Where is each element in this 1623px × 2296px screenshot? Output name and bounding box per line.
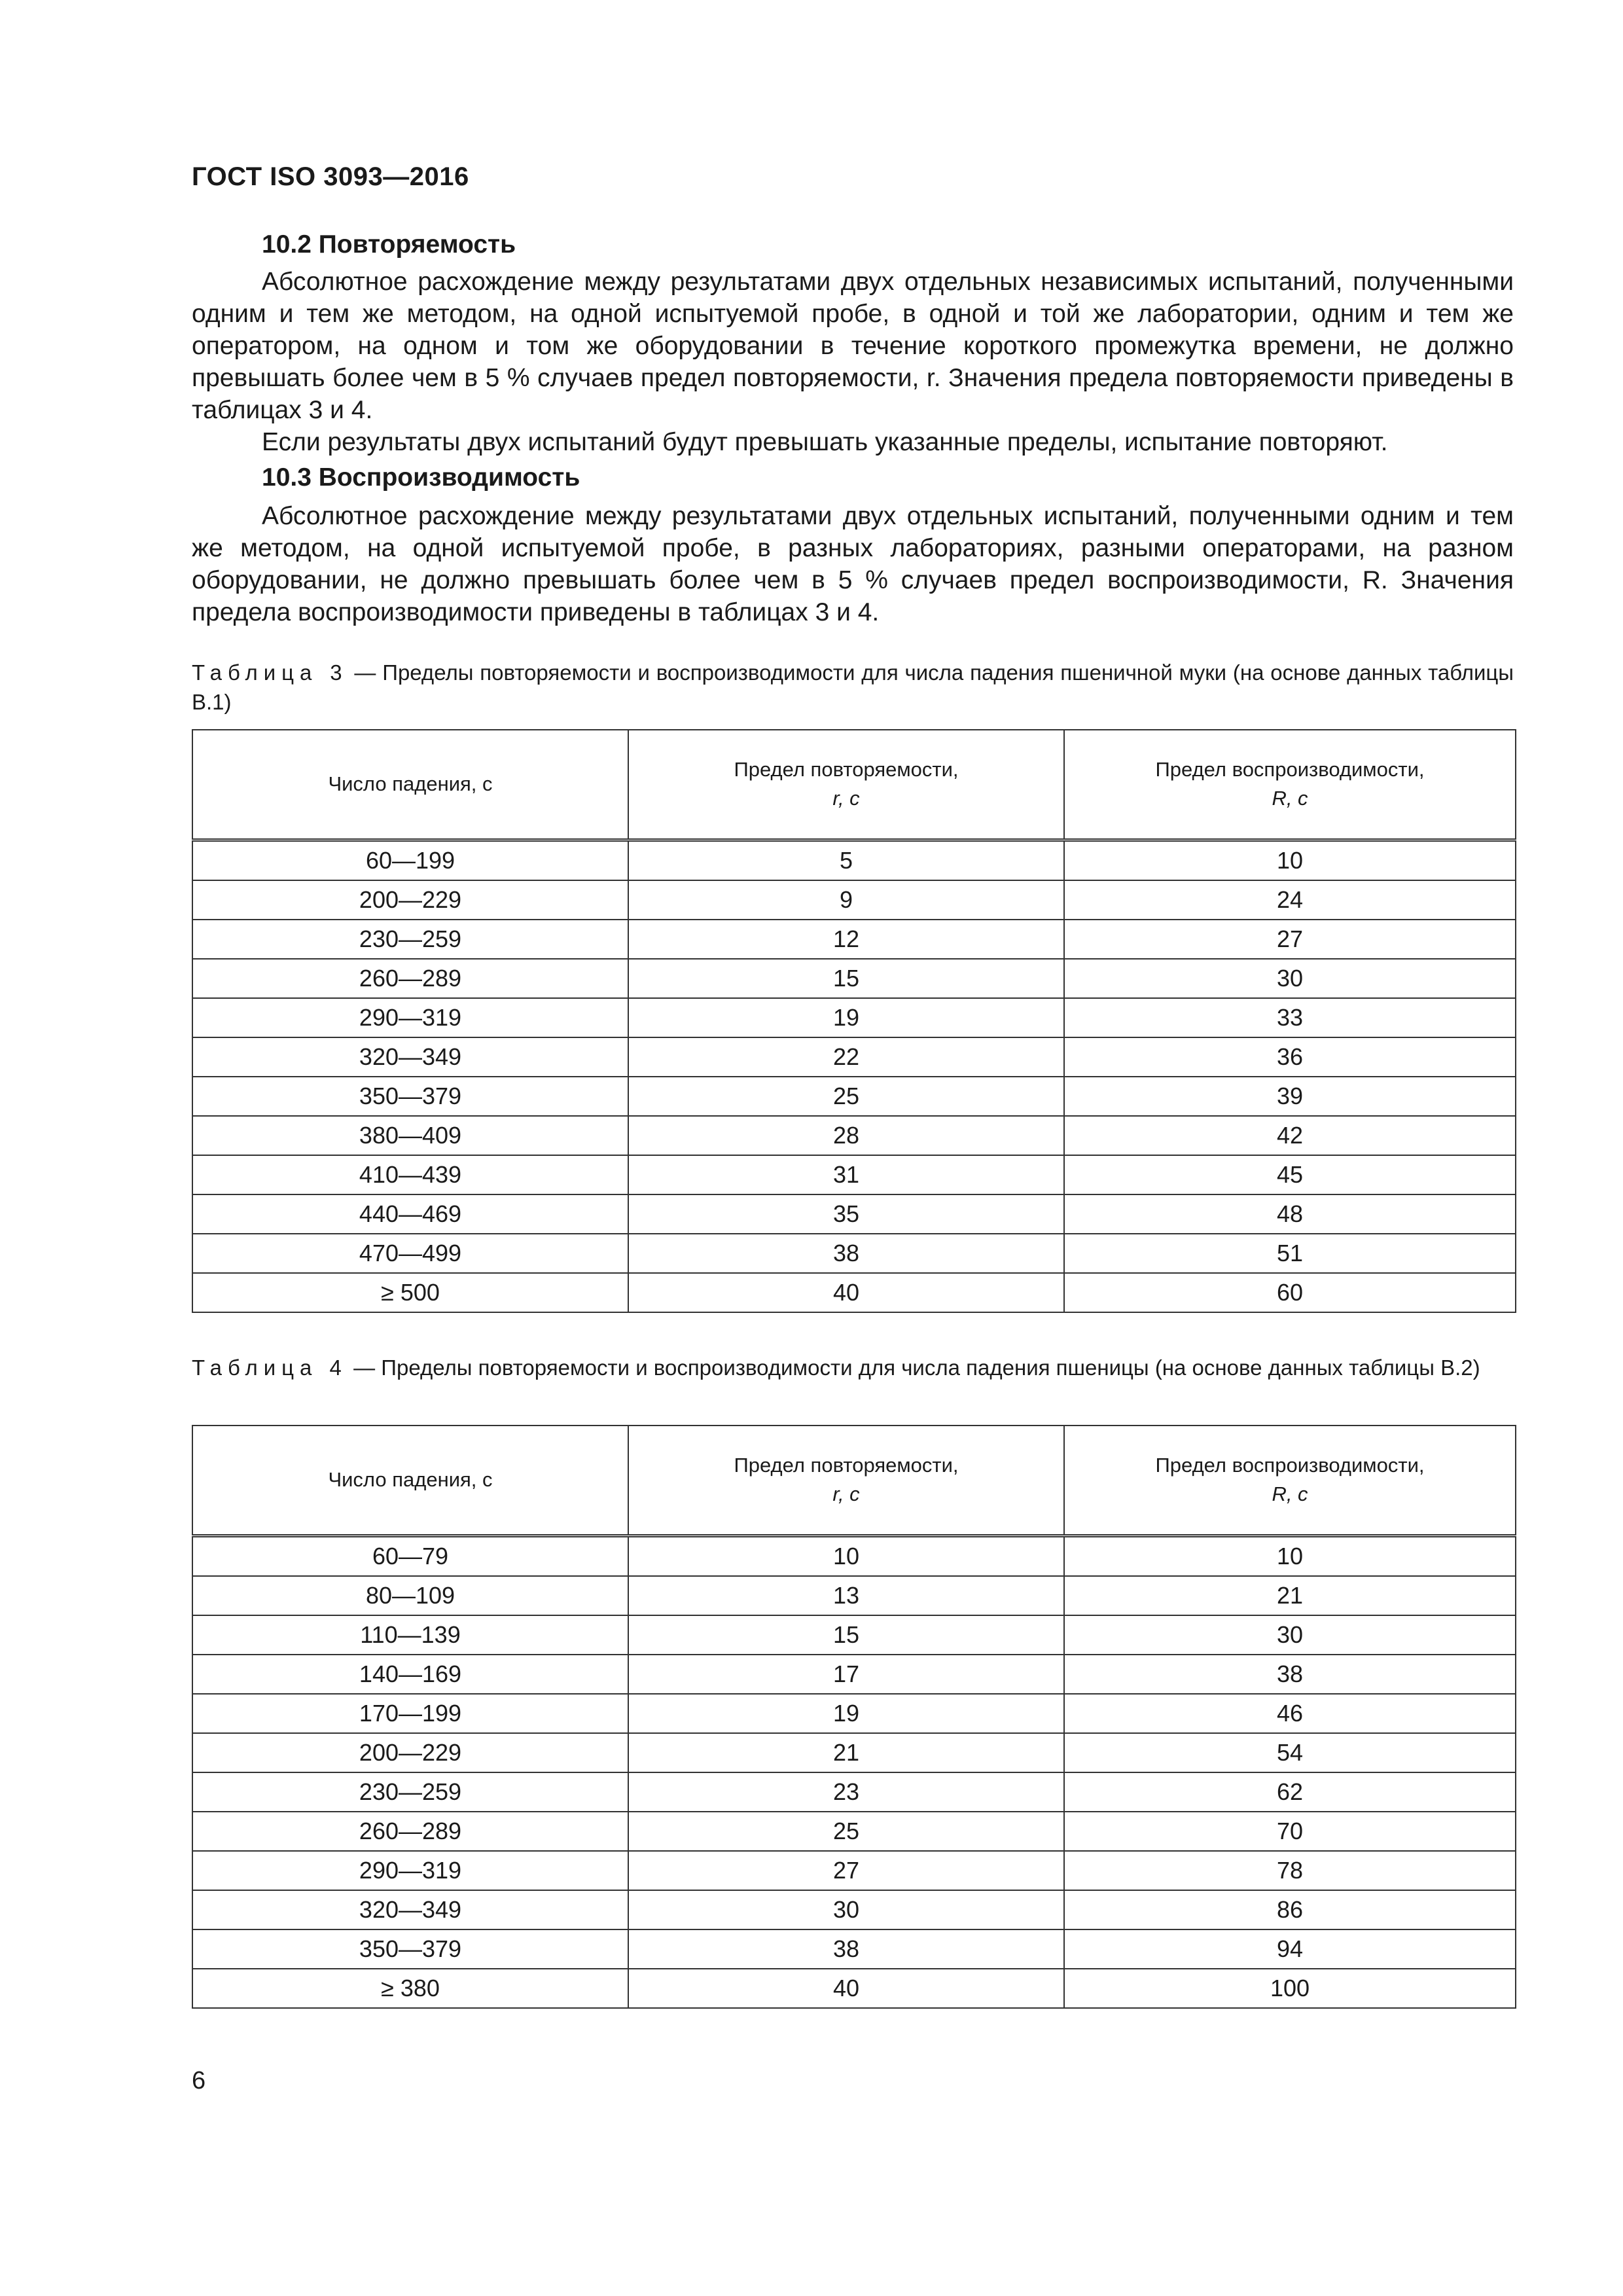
table-row [192,1576,1516,1615]
falling-number-cell: 140—169 [192,1655,628,1694]
falling-number-cell: ≥ 380 [192,1969,628,2008]
falling-number-cell: 440—469 [192,1194,628,1234]
table-row [192,1812,1516,1851]
table-3-body [192,840,1516,1312]
repeatability-cell: 9 [628,880,1064,920]
reproducibility-cell: 45 [1064,1155,1516,1194]
repeatability-cell: 19 [628,1694,1064,1733]
repeatability-cell: 15 [628,1615,1064,1655]
falling-number-cell: 170—199 [192,1694,628,1733]
table-row [192,1077,1516,1116]
section-10-3-title: 10.3 Воспроизводимость [262,463,580,492]
table-row [192,1929,1516,1969]
table-3-header-reproducibility-label: Предел воспроизводимости, [1155,758,1425,781]
falling-number-cell: 290—319 [192,1851,628,1890]
falling-number-cell: 320—349 [192,1890,628,1929]
reproducibility-cell: 39 [1064,1077,1516,1116]
document-code: ГОСТ ISO 3093—2016 [192,162,469,191]
table-3-header-repeatability [628,730,1064,840]
falling-number-cell: 110—139 [192,1615,628,1655]
table-3-caption [192,658,1514,717]
table-3-header-reproducibility-unit: R, с [1272,787,1308,810]
page-number: 6 [192,2067,206,2094]
repeatability-cell: 40 [628,1273,1064,1312]
reproducibility-cell: 10 [1064,1535,1516,1576]
table-row [192,1694,1516,1733]
reproducibility-cell: 27 [1064,920,1516,959]
reproducibility-cell: 78 [1064,1851,1516,1890]
table-4-header-reproducibility-unit: R, с [1272,1482,1308,1506]
table-row [192,1615,1516,1655]
table-4-header-reproducibility [1064,1426,1516,1535]
repeatability-cell: 40 [628,1969,1064,2008]
table-row [192,1890,1516,1929]
repeatability-cell: 22 [628,1037,1064,1077]
table-4-caption [192,1353,1514,1382]
table-4-header-repeatability-unit: r, с [832,1482,860,1506]
falling-number-cell: 350—379 [192,1077,628,1116]
falling-number-cell: ≥ 500 [192,1273,628,1312]
falling-number-cell: 230—259 [192,920,628,959]
falling-number-cell: 350—379 [192,1929,628,1969]
falling-number-cell: 380—409 [192,1116,628,1155]
section-10-3-paragraph-1: Абсолютное расхождение между результатами двух отдельных испытаний, полученными одним и тем же методом, на одной испытуемой пробе, в разных лабораториях, разными операторами, на разном оборудовании, не должно превышать более чем в 5 % случаев предел воспроизводимости, R. Значения предела воспроизводимости приведены в таблицах 3 и 4. [192,502,1514,626]
section-10-2-paragraph-2: Если результаты двух испытаний будут превышать указанные пределы, испытание повторяют. [262,428,1388,456]
table-4-body [192,1535,1516,2008]
reproducibility-cell: 54 [1064,1733,1516,1772]
repeatability-cell: 38 [628,1234,1064,1273]
reproducibility-cell: 42 [1064,1116,1516,1155]
reproducibility-cell: 94 [1064,1929,1516,1969]
table-row [192,998,1516,1037]
table-row [192,1155,1516,1194]
table-3-header-row [192,730,1516,840]
repeatability-cell: 35 [628,1194,1064,1234]
table-row [192,1116,1516,1155]
table-3 [192,729,1516,1313]
falling-number-cell: 230—259 [192,1772,628,1812]
table-4 [192,1425,1516,2009]
falling-number-cell: 260—289 [192,1812,628,1851]
falling-number-cell: 80—109 [192,1576,628,1615]
table-row [192,1772,1516,1812]
table-3-header-falling-number: Число падения, с [192,730,628,840]
table-row [192,959,1516,998]
table-row [192,1733,1516,1772]
reproducibility-cell: 30 [1064,959,1516,998]
falling-number-cell: 290—319 [192,998,628,1037]
table-3-header-repeatability-unit: r, с [832,787,860,810]
table-row [192,840,1516,880]
reproducibility-cell: 100 [1064,1969,1516,2008]
repeatability-cell: 28 [628,1116,1064,1155]
table-row [192,1273,1516,1312]
repeatability-cell: 17 [628,1655,1064,1694]
repeatability-cell: 5 [628,840,1064,880]
table-3-label: Таблица 3 [192,660,348,685]
falling-number-cell: 200—229 [192,1733,628,1772]
table-4-label: Таблица 4 [192,1355,348,1380]
table-row [192,1234,1516,1273]
falling-number-cell: 200—229 [192,880,628,920]
reproducibility-cell: 24 [1064,880,1516,920]
table-3-header-reproducibility [1064,730,1516,840]
reproducibility-cell: 36 [1064,1037,1516,1077]
reproducibility-cell: 21 [1064,1576,1516,1615]
table-row [192,1194,1516,1234]
table-row [192,1969,1516,2008]
reproducibility-cell: 10 [1064,840,1516,880]
reproducibility-cell: 62 [1064,1772,1516,1812]
table-4-header-repeatability-label: Предел повторяемости, [734,1454,959,1477]
table-3-caption-text: — Пределы повторяемости и воспроизводимости для числа падения пшеничной муки (на основе данных таблицы В.1) [192,660,1514,714]
repeatability-cell: 21 [628,1733,1064,1772]
table-4-header-falling-number: Число падения, с [192,1426,628,1535]
falling-number-cell: 320—349 [192,1037,628,1077]
falling-number-cell: 470—499 [192,1234,628,1273]
falling-number-cell: 260—289 [192,959,628,998]
section-10-2-paragraph-1: Абсолютное расхождение между результатами двух отдельных независимых испытаний, полученными одним и тем же методом, на одной испытуемой пробе, в одной и той же лаборатории, одним и тем же оператором, на одном и том же оборудовании в течение короткого промежутка времени, не должно превышать более чем в 5 % случаев предел повторяемости, r. Значения предела повторяемости приведены в таблицах 3 и 4. [192,268,1514,424]
table-row [192,920,1516,959]
reproducibility-cell: 70 [1064,1812,1516,1851]
falling-number-cell: 60—199 [192,840,628,880]
table-row [192,1535,1516,1576]
repeatability-cell: 31 [628,1155,1064,1194]
table-4-caption-text: — Пределы повторяемости и воспроизводимости для числа падения пшеницы (на основе данных таблицы В.2) [347,1355,1480,1380]
section-10-2-title: 10.2 Повторяемость [262,230,516,259]
repeatability-cell: 25 [628,1812,1064,1851]
reproducibility-cell: 33 [1064,998,1516,1037]
table-4-header-row [192,1426,1516,1535]
repeatability-cell: 10 [628,1535,1064,1576]
repeatability-cell: 38 [628,1929,1064,1969]
repeatability-cell: 23 [628,1772,1064,1812]
reproducibility-cell: 60 [1064,1273,1516,1312]
repeatability-cell: 19 [628,998,1064,1037]
reproducibility-cell: 38 [1064,1655,1516,1694]
reproducibility-cell: 48 [1064,1194,1516,1234]
table-row [192,1851,1516,1890]
repeatability-cell: 30 [628,1890,1064,1929]
reproducibility-cell: 46 [1064,1694,1516,1733]
table-row [192,1037,1516,1077]
table-3-header-repeatability-label: Предел повторяемости, [734,758,959,781]
table-4-header-repeatability [628,1426,1064,1535]
falling-number-cell: 60—79 [192,1535,628,1576]
table-4-header-reproducibility-label: Предел воспроизводимости, [1155,1454,1425,1477]
falling-number-cell: 410—439 [192,1155,628,1194]
repeatability-cell: 12 [628,920,1064,959]
repeatability-cell: 13 [628,1576,1064,1615]
repeatability-cell: 27 [628,1851,1064,1890]
reproducibility-cell: 51 [1064,1234,1516,1273]
table-row [192,1655,1516,1694]
repeatability-cell: 15 [628,959,1064,998]
table-row [192,880,1516,920]
reproducibility-cell: 30 [1064,1615,1516,1655]
reproducibility-cell: 86 [1064,1890,1516,1929]
repeatability-cell: 25 [628,1077,1064,1116]
